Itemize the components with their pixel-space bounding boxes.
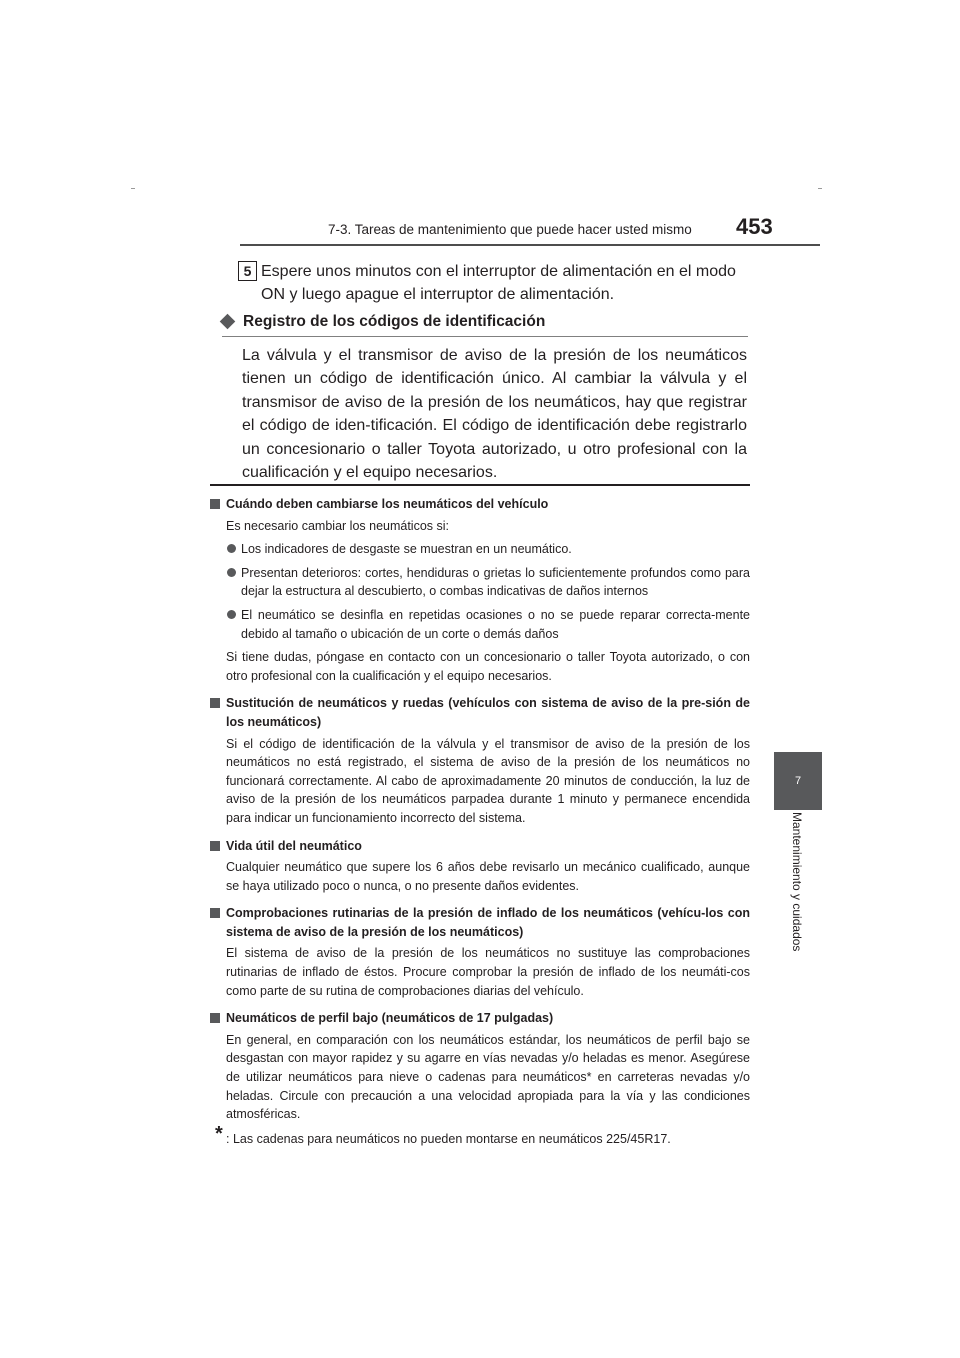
square-bullet-icon: [210, 499, 220, 509]
note-heading: Neumáticos de perfil bajo (neumáticos de 17 pulgadas): [226, 1011, 554, 1026]
step-number-box: 5: [238, 261, 257, 281]
list-item: [226, 540, 750, 559]
crop-mark: [818, 188, 822, 189]
note-intro: Es necesario cambiar los neumáticos si:: [226, 518, 450, 533]
square-bullet-icon: [210, 1013, 220, 1023]
footnote-text: : Las cadenas para neumáticos no pueden montarse en neumáticos 225/45R17.: [226, 1131, 671, 1146]
square-bullet-icon: [210, 698, 220, 708]
list-item: [226, 564, 750, 601]
footnote-marker: *: [215, 1122, 223, 1145]
crop-mark: [131, 188, 135, 189]
chapter-side-label-text: Mantenimiento y cuidados: [790, 812, 804, 952]
square-bullet-icon: [210, 841, 220, 851]
square-bullet-icon: [210, 908, 220, 918]
page-number: 453: [736, 214, 773, 239]
chapter-side-label: [774, 812, 822, 982]
note-low-profile: [210, 1009, 750, 1124]
note-routine-checks: [210, 904, 750, 1000]
subsection-rule: [222, 336, 748, 337]
list-item-text: El neumático se desinfla en repetidas ocasiones o no se puede reparar correcta-mente debido al tamaño o ubicación de un corte o demás daños: [241, 607, 750, 641]
diamond-bullet-icon: [220, 314, 236, 330]
note-tire-life: [210, 837, 750, 896]
note-heading: Cuándo deben cambiarse los neumáticos del vehículo: [226, 497, 549, 511]
notes-section: [210, 495, 750, 1148]
step-text: Espere unos minutos con el interruptor de alimentación en el modo ON y luego apague el interruptor de alimentación.: [261, 263, 736, 303]
note-heading: Sustitución de neumáticos y ruedas (vehículos con sistema de aviso de la pre-sión de los neumáticos): [226, 696, 750, 729]
round-bullet-icon: [227, 610, 236, 619]
list-item-text: Presentan deterioros: cortes, hendiduras o grietas lo suficientemente profundos como para dejar la estructura al descubierto, o combas indicativas de daños internos: [241, 565, 750, 599]
note-outro: Si tiene dudas, póngase en contacto con un concesionario o taller Toyota autorizado, o con otro profesional con la cualificación y el equipo necesarios.: [226, 650, 750, 683]
footnote: [210, 1122, 750, 1149]
chapter-tab: 7: [774, 752, 822, 810]
note-heading: Vida útil del neumático: [226, 838, 362, 853]
note-body: El sistema de aviso de la presión de los neumáticos no sustituye las comprobaciones rutinarias de inflado de éstos. Procure comprobar la presión de inflado de los neumáti-cos como parte de su rutina de comprobaciones diarias del vehículo.: [226, 946, 750, 998]
notes-separator: [210, 484, 750, 486]
note-body: Cualquier neumático que supere los 6 años debe revisarlo un mecánico cualificado, aunque se haya utilizado poco o nunca, o no presente daños evidentes.: [226, 860, 750, 893]
list-item-text: Los indicadores de desgaste se muestran en un neumático.: [241, 542, 572, 557]
running-header-section: 7-3. Tareas de mantenimiento que puede hacer usted mismo: [328, 222, 692, 237]
round-bullet-icon: [227, 568, 236, 577]
list-item: [226, 606, 750, 643]
note-when-to-replace: [210, 495, 750, 685]
note-heading: Comprobaciones rutinarias de la presión de inflado de los neumáticos (vehícu-los con sistema de aviso de la presión de los neumáticos): [226, 906, 750, 939]
note-replacement: [210, 694, 750, 827]
note-body: Si el código de identificación de la válvula y el transmisor de aviso de la presión de los neumáticos no está registrado, el sistema de aviso de la presión de los neumáticos no funcionará correctamente. Al cabo de aproximadamente 20 minutos de conducción, la luz de aviso de la presión de los neumáticos parpadea durante 1 minuto y permanece encendida para indicar un funcionamiento incorrecto del sistema.: [226, 736, 750, 825]
round-bullet-icon: [227, 544, 236, 553]
note-body: En general, en comparación con los neumáticos estándar, los neumáticos de perfil bajo se desgastan con mayor rapidez y su agarre en vías nevadas y/o heladas es menor. Asegúrese de utilizar neumáticos para nieve o cadenas para neumáticos* en carreteras nevadas y/o heladas. Circule con precaución a una velocidad apropiada para la vía y las condiciones atmosféricas.: [226, 1032, 750, 1122]
header-rule: [240, 244, 820, 246]
registration-paragraph: La válvula y el transmisor de aviso de la presión de los neumáticos tienen un código de identificación único. Al cambiar la válvula y el transmisor de aviso de la presión de los neumáticos, hay que registrar el código de iden-tificación. El código de identificación debe registrarlo un concesionario o taller Toyota autorizado, u otro profesional con la cualificación y el equipo necesarios.: [242, 347, 747, 482]
subsection-heading: Registro de los códigos de identificación: [243, 313, 546, 330]
